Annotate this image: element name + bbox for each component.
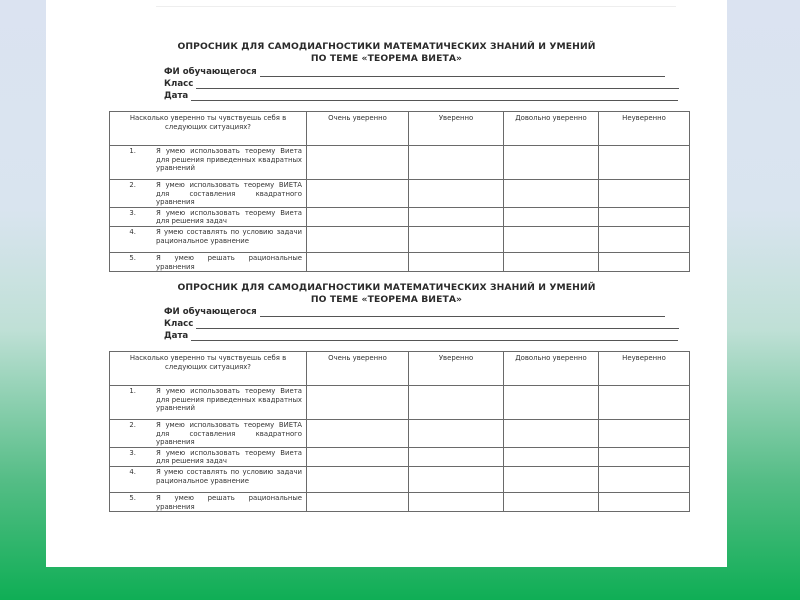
answer-cell[interactable]: [307, 447, 409, 466]
item-number: 1.: [129, 147, 136, 155]
item-number: 2.: [129, 181, 136, 189]
answer-cell[interactable]: [504, 180, 599, 208]
scanned-page: [46, 0, 727, 567]
answer-cell[interactable]: [599, 386, 690, 420]
answer-cell[interactable]: [409, 466, 504, 492]
item-number: 4.: [129, 467, 136, 476]
answer-cell[interactable]: [409, 492, 504, 511]
answer-cell[interactable]: [504, 207, 599, 226]
answer-cell[interactable]: [307, 226, 409, 252]
class-label: Класс: [164, 79, 194, 89]
answer-cell[interactable]: [307, 252, 409, 271]
answer-cell[interactable]: [599, 420, 690, 448]
answer-cell[interactable]: [307, 386, 409, 420]
answer-cell[interactable]: [599, 146, 690, 180]
table-row: [110, 492, 690, 511]
answer-cell[interactable]: [599, 207, 690, 226]
answer-cell[interactable]: [409, 180, 504, 208]
answer-cell[interactable]: [599, 180, 690, 208]
answer-cell[interactable]: [409, 420, 504, 448]
answer-cell[interactable]: [307, 207, 409, 226]
class-blank[interactable]: [196, 319, 679, 329]
item-text: Я умею использовать теорему Виета для решения приведенных квадратных уравнений: [156, 147, 302, 173]
class-blank[interactable]: [196, 79, 679, 89]
table-header-row: [110, 112, 690, 146]
header-not-confident: Неуверенно: [599, 352, 690, 386]
item-text: Я умею составлять по условию задачи рациональное уравнение: [156, 227, 302, 245]
student-name-field[interactable]: [164, 66, 665, 77]
item-text: Я умею решать рациональные уравнения: [156, 493, 302, 511]
item-text: Я умею использовать теорему ВИЕТА для составления квадратного уравнения: [156, 181, 302, 207]
table-header-row: [110, 352, 690, 386]
date-blank[interactable]: [191, 91, 678, 101]
table-row: [110, 420, 690, 448]
answer-cell[interactable]: [504, 146, 599, 180]
item-number: 3.: [129, 448, 136, 457]
answer-cell[interactable]: [409, 386, 504, 420]
header-not-confident: Неуверенно: [599, 112, 690, 146]
answer-cell[interactable]: [599, 447, 690, 466]
header-fairly-confident: Довольно уверенно: [504, 352, 599, 386]
item-number: 1.: [129, 387, 136, 395]
answer-cell[interactable]: [409, 447, 504, 466]
item-number: 2.: [129, 421, 136, 429]
student-name-label: ФИ обучающегося: [164, 307, 257, 317]
item-number: 4.: [129, 227, 136, 236]
header-confident: Уверенно: [409, 112, 504, 146]
class-field[interactable]: [164, 78, 679, 89]
answer-cell[interactable]: [504, 466, 599, 492]
class-label: Класс: [164, 319, 194, 329]
item-text: Я умею использовать теорему Виета для решения задач: [156, 448, 302, 466]
answer-cell[interactable]: [307, 466, 409, 492]
item-text: Я умею решать рациональные уравнения: [156, 253, 302, 271]
item-text: Я умею использовать теорему Виета для решения приведенных квадратных уравнений: [156, 387, 302, 413]
answer-cell[interactable]: [504, 386, 599, 420]
answer-cell[interactable]: [307, 180, 409, 208]
table-row: [110, 466, 690, 492]
answer-cell[interactable]: [409, 226, 504, 252]
date-blank[interactable]: [191, 331, 678, 341]
item-text: Я умею использовать теорему ВИЕТА для составления квадратного уравнения: [156, 421, 302, 447]
form-subtitle: ПО ТЕМЕ «ТЕОРЕМА ВИЕТА»: [310, 53, 463, 64]
item-number: 5.: [129, 493, 136, 502]
header-confident: Уверенно: [409, 352, 504, 386]
answer-cell[interactable]: [409, 146, 504, 180]
answer-cell[interactable]: [307, 492, 409, 511]
self-assessment-table: [109, 351, 690, 512]
form-subtitle: ПО ТЕМЕ «ТЕОРЕМА ВИЕТА»: [310, 294, 463, 305]
form-title: ОПРОСНИК ДЛЯ САМОДИАГНОСТИКИ МАТЕМАТИЧЕСКИХ ЗНАНИЙ И УМЕНИЙ: [177, 41, 596, 52]
answer-cell[interactable]: [307, 420, 409, 448]
answer-cell[interactable]: [504, 226, 599, 252]
item-number: 5.: [129, 253, 136, 262]
answer-cell[interactable]: [599, 226, 690, 252]
table-row: [110, 252, 690, 271]
answer-cell[interactable]: [409, 252, 504, 271]
scan-artifact-line: [156, 6, 676, 7]
answer-cell[interactable]: [504, 252, 599, 271]
table-row: [110, 146, 690, 180]
header-very-confident: Очень уверенно: [307, 352, 409, 386]
table-row: [110, 386, 690, 420]
item-text: Я умею составлять по условию задачи рациональное уравнение: [156, 467, 302, 485]
student-name-blank[interactable]: [260, 307, 665, 317]
self-assessment-table: [109, 111, 690, 272]
student-name-blank[interactable]: [260, 67, 665, 77]
answer-cell[interactable]: [599, 252, 690, 271]
header-very-confident: Очень уверенно: [307, 112, 409, 146]
answer-cell[interactable]: [599, 466, 690, 492]
answer-cell[interactable]: [599, 492, 690, 511]
table-row: [110, 447, 690, 466]
answer-cell[interactable]: [504, 447, 599, 466]
student-name-label: ФИ обучающегося: [164, 67, 257, 77]
date-field[interactable]: [164, 330, 678, 341]
table-row: [110, 180, 690, 208]
table-row: [110, 207, 690, 226]
header-question: Насколько уверенно ты чувствуешь себя в следующих ситуациях?: [110, 112, 307, 146]
class-field[interactable]: [164, 318, 679, 329]
answer-cell[interactable]: [409, 207, 504, 226]
date-label: Дата: [164, 331, 189, 341]
date-label: Дата: [164, 91, 189, 101]
answer-cell[interactable]: [307, 146, 409, 180]
form-title: ОПРОСНИК ДЛЯ САМОДИАГНОСТИКИ МАТЕМАТИЧЕСКИХ ЗНАНИЙ И УМЕНИЙ: [177, 282, 596, 293]
item-text: Я умею использовать теорему Виета для решения задач: [156, 208, 302, 226]
header-fairly-confident: Довольно уверенно: [504, 112, 599, 146]
table-row: [110, 226, 690, 252]
answer-cell[interactable]: [504, 420, 599, 448]
student-name-field[interactable]: [164, 306, 665, 317]
item-number: 3.: [129, 208, 136, 217]
answer-cell[interactable]: [504, 492, 599, 511]
date-field[interactable]: [164, 90, 678, 101]
header-question: Насколько уверенно ты чувствуешь себя в следующих ситуациях?: [110, 352, 307, 386]
